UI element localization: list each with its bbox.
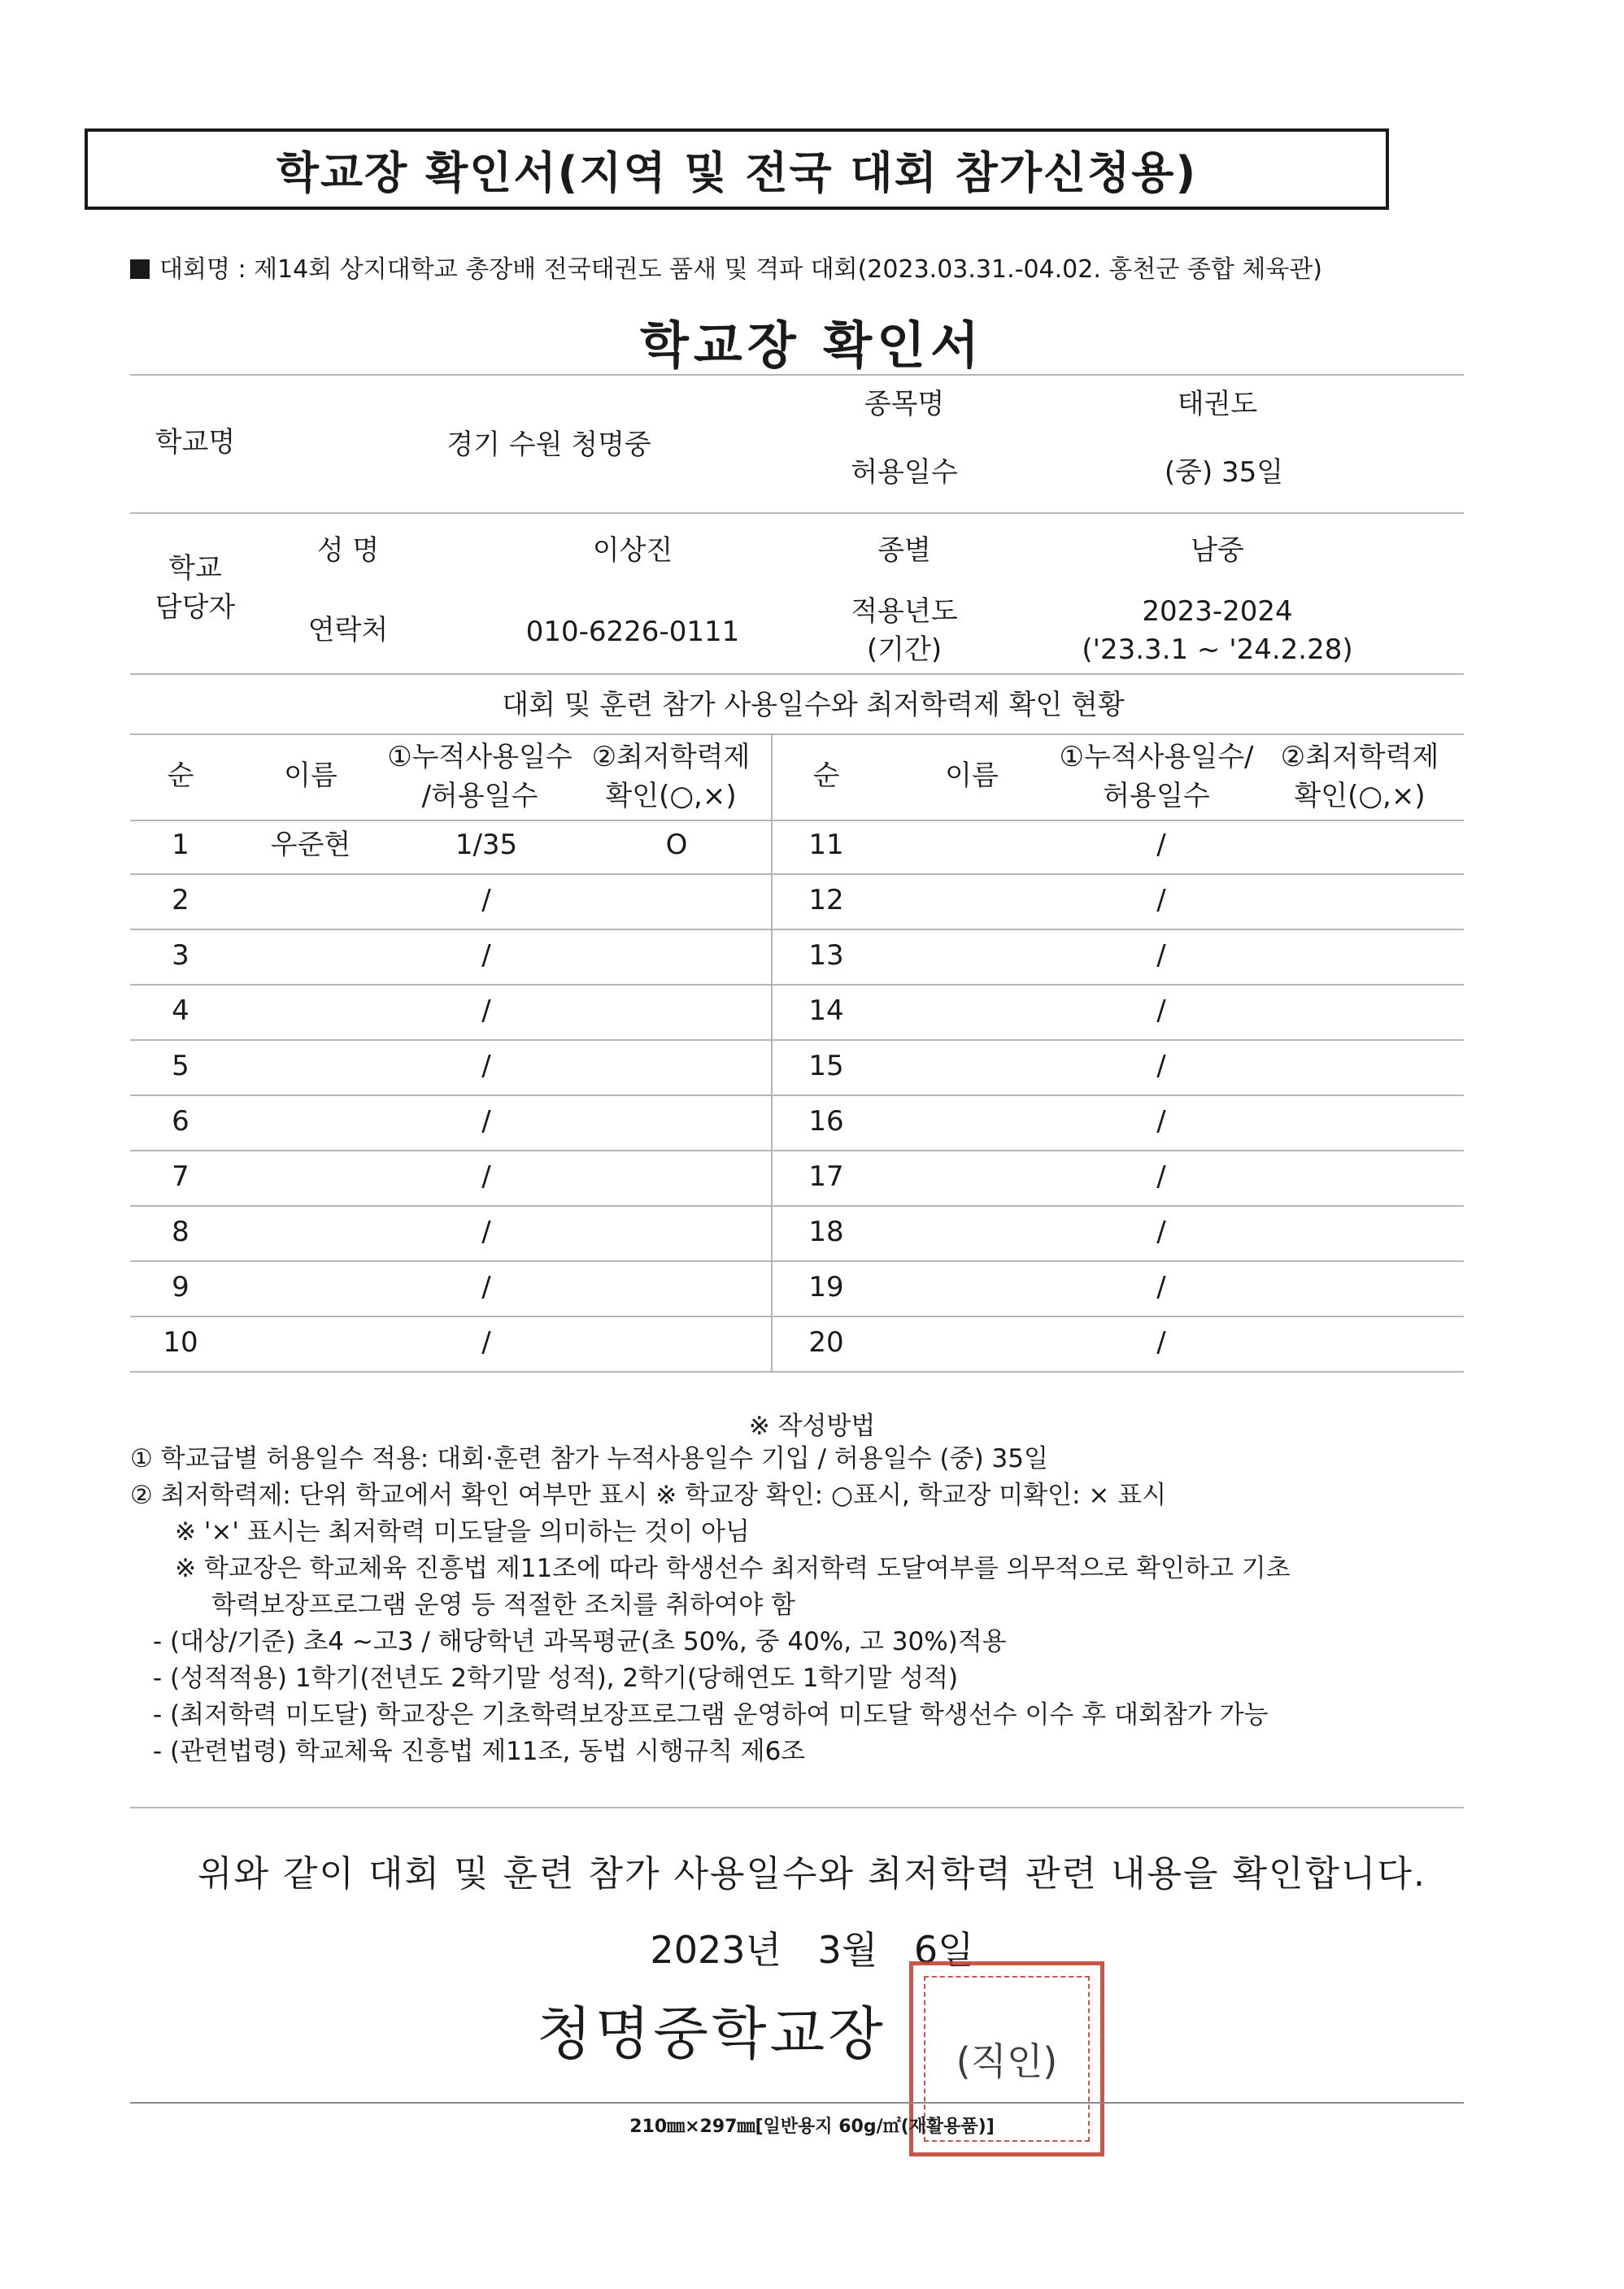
issue-date: 2023년 3월 6일: [650, 1928, 974, 1972]
confirmation-text: 위와 같이 대회 및 훈련 참가 사용일수와 최저학력 관련 내용을 확인합니다.: [198, 1853, 1426, 1895]
cell-no: 16: [808, 1105, 844, 1138]
table-row-divider: [130, 873, 773, 875]
header-name-right: 이름: [945, 759, 999, 793]
cell-no: 10: [163, 1326, 198, 1360]
cell-days: /: [1156, 1050, 1166, 1083]
cell-days: /: [481, 1105, 491, 1138]
cell-no: 15: [808, 1050, 844, 1083]
cell-name: 우준현: [270, 829, 351, 862]
allowed-days-label: 허용일수: [851, 456, 958, 490]
manager-name: 이상진: [592, 534, 673, 568]
header-days-left-line2: /허용일수: [421, 780, 538, 813]
cell-days: /: [1156, 994, 1166, 1028]
table-row-divider: [773, 1205, 1464, 1207]
period-value-line1: 2023-2024: [1142, 595, 1293, 629]
header-days-right-line2: 허용일수: [1103, 780, 1210, 813]
table-row-divider: [130, 1205, 773, 1207]
table-row-divider: [130, 1260, 773, 1262]
period-label-line2: (기간): [866, 633, 943, 667]
cell-days: /: [481, 1216, 491, 1249]
square-bullet-icon: [130, 259, 150, 279]
cell-days: /: [1156, 1105, 1166, 1138]
header-no-left: 순: [167, 759, 194, 793]
table-row-divider: [773, 1150, 1464, 1151]
notes-heading: ※ 작성방법: [748, 1412, 876, 1441]
table-row-divider: [130, 984, 773, 986]
cell-days: /: [1156, 1271, 1166, 1304]
header-days-right-line1: ①누적사용일수/: [1059, 741, 1254, 774]
cell-no: 11: [808, 829, 844, 862]
table-row-divider: [773, 873, 1464, 875]
note-line: - (대상/기준) 초4 ~고3 / 해당학년 과목평균(초 50%, 중 40%, 고 30%)적용: [153, 1627, 1007, 1656]
document-title-box: [85, 128, 1389, 210]
table-row-divider: [773, 984, 1464, 986]
table-row-divider: [130, 929, 773, 930]
header-name-left: 이름: [284, 759, 337, 793]
cell-days: /: [1156, 829, 1166, 862]
cell-no: 3: [172, 939, 189, 973]
contact-value: 010-6226-0111: [525, 616, 740, 649]
gender-value: 남중: [1191, 534, 1244, 568]
cell-days: 1/35: [455, 829, 518, 862]
cell-no: 18: [808, 1216, 844, 1249]
cell-no: 14: [808, 994, 844, 1028]
column-divider: [771, 733, 773, 1372]
cell-days: /: [1156, 1216, 1166, 1249]
allowed-days-value: (중) 35일: [1164, 456, 1284, 490]
note-line: - (관련법령) 학교체육 진흥법 제11조, 동법 시행규칙 제6조: [153, 1737, 806, 1766]
cell-no: 20: [808, 1326, 844, 1360]
cell-no: 9: [172, 1271, 189, 1304]
gender-label: 종별: [877, 534, 931, 568]
manager-label-line2: 담당자: [155, 591, 236, 624]
table-row-divider: [130, 1094, 773, 1096]
cell-days: /: [481, 1271, 491, 1304]
header-check-right-line1: ②최저학력제: [1280, 741, 1439, 774]
cell-no: 4: [172, 994, 189, 1028]
cell-no: 19: [808, 1271, 844, 1304]
sport-value: 태권도: [1177, 388, 1258, 421]
cell-days: /: [481, 1050, 491, 1083]
period-label-line1: 적용년도: [851, 595, 958, 629]
header-check-right-line2: 확인(○,×): [1294, 780, 1426, 813]
note-line: 학력보장프로그램 운영 등 적절한 조치를 취하여야 함: [211, 1591, 795, 1620]
principal-name: 청명중학교장: [537, 2000, 886, 2067]
table-row-divider: [130, 1316, 773, 1317]
note-line: ※ '×' 표시는 최저학력 미도달을 의미하는 것이 아님: [175, 1517, 750, 1547]
table-row-divider: [773, 1316, 1464, 1317]
table-row-divider: [130, 1150, 773, 1151]
contest-text: 대회명 : 제14회 상지대학교 총장배 전국태권도 품새 및 격파 대회(2023.03.31.-04.02. 홍천군 종합 체육관): [159, 255, 1323, 284]
divider: [130, 733, 1464, 735]
cell-no: 13: [808, 939, 844, 973]
cell-days: /: [481, 1160, 491, 1194]
cell-days: /: [481, 939, 491, 973]
header-check-left-line2: 확인(○,×): [605, 780, 737, 813]
divider: [130, 820, 1464, 821]
cell-no: 5: [172, 1050, 189, 1083]
cell-days: /: [1156, 939, 1166, 973]
cell-days: /: [481, 884, 491, 917]
header-days-left-line1: ①누적사용일수: [387, 741, 573, 774]
manager-label-line1: 학교: [168, 552, 222, 585]
table-row-divider: [773, 1094, 1464, 1096]
cell-days: /: [1156, 884, 1166, 917]
paper-spec-footer: 210㎜×297㎜[일반용지 60g/㎡(재활용품)]: [629, 2117, 995, 2137]
sub-title: 학교장 확인서: [640, 315, 984, 375]
sport-label: 종목명: [864, 388, 945, 421]
table-row-divider: [130, 1371, 773, 1373]
cell-no: 17: [808, 1160, 844, 1194]
cell-days: /: [481, 994, 491, 1028]
cell-days: /: [1156, 1326, 1166, 1360]
name-label: 성 명: [316, 534, 380, 568]
seal-text: (직인): [956, 2039, 1058, 2083]
cell-no: 1: [172, 829, 189, 862]
divider: [130, 512, 1464, 514]
note-line: ② 최저학력제: 단위 학교에서 확인 여부만 표시 ※ 학교장 확인: ○표시, 학교장 미확인: × 표시: [130, 1481, 1167, 1510]
school-name-value: 경기 수원 청명중: [446, 429, 651, 462]
divider: [130, 673, 1464, 675]
cell-days: /: [1156, 1160, 1166, 1194]
table-row-divider: [773, 1371, 1464, 1373]
contest-info: [130, 249, 1322, 285]
notes: [130, 1407, 1291, 1770]
table-row-divider: [773, 1260, 1464, 1262]
period-value-line2: ('23.3.1 ~ '24.2.28): [1082, 633, 1353, 667]
divider: [130, 374, 1464, 376]
note-line: ※ 학교장은 학교체육 진흥법 제11조에 따라 학생선수 최저학력 도달여부를 의무적으로 확인하고 기초: [175, 1554, 1291, 1583]
table-row-divider: [130, 1039, 773, 1041]
cell-days: /: [481, 1326, 491, 1360]
note-line: - (최저학력 미도달) 학교장은 기초학력보장프로그램 운영하여 미도달 학생선수 이수 후 대회참가 가능: [153, 1700, 1269, 1730]
cell-no: 8: [172, 1216, 189, 1249]
header-check-left-line1: ②최저학력제: [591, 741, 751, 774]
cell-check: O: [665, 829, 688, 862]
header-no-right: 순: [812, 759, 840, 793]
school-name-label: 학교명: [155, 426, 236, 459]
contact-label: 연락처: [307, 614, 389, 647]
cell-no: 2: [172, 884, 189, 917]
status-table-heading: 대회 및 훈련 참가 사용일수와 최저학력제 확인 현황: [502, 689, 1125, 722]
cell-no: 7: [172, 1160, 189, 1194]
document-title: 학교장 확인서(지역 및 전국 대회 참가신청용): [276, 146, 1198, 198]
table-row-divider: [773, 929, 1464, 930]
table-row-divider: [773, 1039, 1464, 1041]
divider: [130, 2102, 1464, 2104]
cell-no: 12: [808, 884, 844, 917]
divider: [130, 1807, 1464, 1808]
note-line: ① 학교급별 허용일수 적용: 대회·훈련 참가 누적사용일수 기입 / 허용일수 (중) 35일: [130, 1444, 1048, 1473]
cell-no: 6: [172, 1105, 189, 1138]
note-line: - (성적적용) 1학기(전년도 2학기말 성적), 2학기(당해연도 1학기말 성적): [153, 1664, 959, 1693]
